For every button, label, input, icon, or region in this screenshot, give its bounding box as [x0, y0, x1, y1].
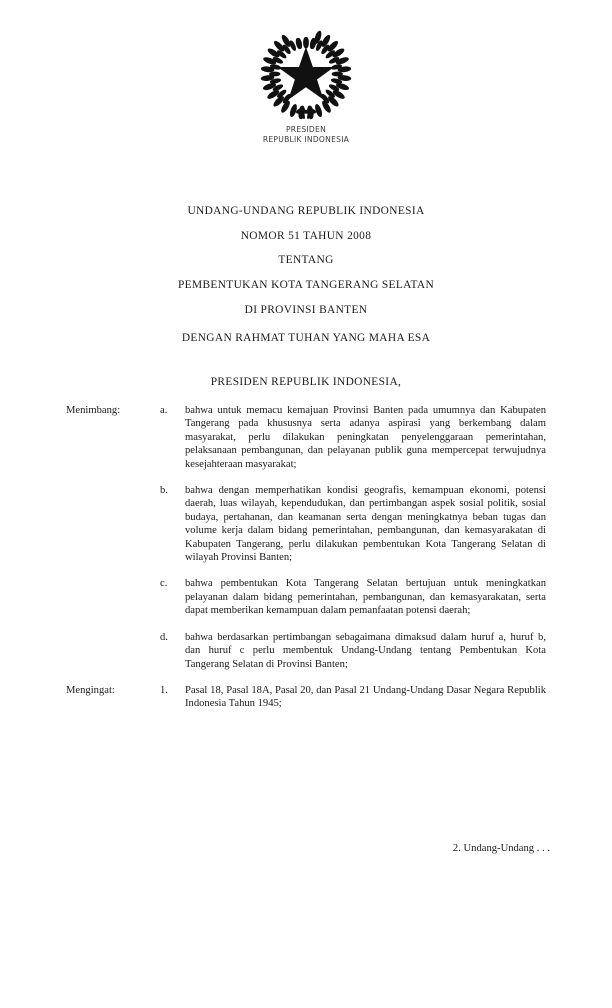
clause-row: [66, 404, 546, 471]
considerations-label: Menimbang:: [66, 405, 121, 416]
presidential-seal-star-wreath-icon: [260, 28, 352, 120]
clause-marker: d.: [160, 631, 168, 643]
clause-marker: b.: [160, 485, 168, 497]
clause-text: bahwa pembentukan Kota Tangerang Selatan bertujuan untuk meningkatkan pelayanan dalam bidang pemerintahan, pembangunan, dan kemasyarakatan, serta dapat memberikan kemampuan dalam pemanfaatan potensi daerah;: [185, 578, 546, 617]
enactment-block: [0, 331, 612, 389]
title-line-subject: PEMBENTUKAN KOTA TANGERANG SELATAN: [177, 279, 435, 292]
clause-row: [66, 484, 546, 564]
clause-text: bahwa berdasarkan pertimbangan sebagaimana dimaksud dalam huruf a, huruf b, dan huruf c perlu membentuk Undang-Undang tentang Pembentukan Kota Tangerang Selatan di Provinsi Banten;: [185, 631, 546, 670]
clause-row: [66, 631, 546, 671]
enactment-authority: PRESIDEN REPUBLIK INDONESIA,: [210, 376, 402, 388]
footer-catchword: 2. Undang-Undang . . .: [452, 843, 550, 854]
emblem-caption-line-2: REPUBLIK INDONESIA: [262, 135, 350, 144]
clauses-block: [66, 404, 546, 711]
enactment-spacer: [0, 345, 612, 375]
clause-marker: c.: [160, 578, 168, 590]
enactment-blessing: DENGAN RAHMAT TUHAN YANG MAHA ESA: [181, 332, 431, 344]
clause-row: [66, 577, 546, 617]
legal-basis-label: Mengingat:: [66, 684, 115, 696]
emblem-caption: [0, 125, 612, 145]
clause-marker: 1.: [160, 684, 168, 696]
title-line-act-name: UNDANG-UNDANG REPUBLIK INDONESIA: [187, 205, 425, 217]
clause-text: bahwa dengan memperhatikan kondisi geografis, kemampuan ekonomi, potensi daerah, luas wilayah, kependudukan, dan pertimbangan aspek sosial politik, sosial budaya, pertahanan, dan keamanan serta dengan meningkatnya beban tugas dan volume kerja dalam bidang pemerintahan, pembangunan, dan kemasyarakatan di Kabupaten Tangerang, perlu dilakukan pembentukan Kota Tangerang Selatan di wilayah Provinsi Banten;: [185, 485, 546, 564]
clause-marker: a.: [160, 405, 168, 416]
title-line-about: TENTANG: [278, 254, 334, 267]
clause-row: [66, 684, 546, 711]
title-line-province: DI PROVINSI BANTEN: [244, 303, 368, 316]
emblem-block: [0, 28, 612, 145]
document-title-block: [0, 199, 612, 323]
title-line-number: NOMOR 51 TAHUN 2008: [240, 229, 372, 242]
emblem-caption-line-1: PRESIDEN: [285, 125, 327, 134]
clause-text: bahwa untuk memacu kemajuan Provinsi Banten pada umumnya dan Kabupaten Tangerang pada khususnya serta adanya aspirasi yang berkembang dalam masyarakat, perlu dilakukan peningkatan penyelenggaraan pemerintahan, pelaksanaan pembangunan, dan pelayanan publik guna mempercepat terwujudnya kesejahteraan masyarakat;: [185, 405, 546, 470]
clause-text: Pasal 18, Pasal 18A, Pasal 20, dan Pasal 21 Undang-Undang Dasar Negara Republik Indonesia Tahun 1945;: [185, 684, 546, 710]
